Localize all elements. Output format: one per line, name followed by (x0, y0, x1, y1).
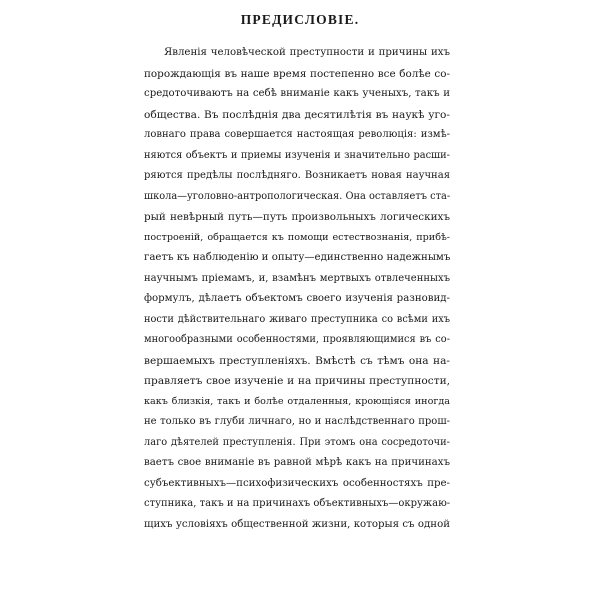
text-line: вершаемыхъ преступленiяхъ. Вмѣстѣ съ тѣмъ она на- (144, 354, 450, 367)
text-line: субъективныхъ—психофизическихъ особенностяхъ пре- (144, 477, 450, 489)
text-line: средоточиваютъ на себѣ вниманiе какъ ученыхъ, такъ и (144, 88, 450, 99)
text-line: формулъ, дѣлаетъ объектомъ своего изученiя разновид- (144, 293, 450, 304)
text-line: щихъ условiяхъ общественной жизни, которыя съ одной (144, 518, 450, 530)
text-line: научнымъ прiемамъ, и, взамѣнъ мертвыхъ отвлеченныхъ (144, 272, 450, 284)
text-line: общества. Въ послѣднiя два десятилѣтiя въ наукѣ уго- (144, 108, 450, 121)
page-heading: ПРЕДИСЛОВIE. (240, 12, 360, 27)
text-line: ряются предѣлы послѣдняго. Возникаетъ новая научная (144, 170, 450, 181)
text-line: ваетъ свое вниманiе въ равной мѣрѣ какъ на причинахъ (144, 457, 450, 468)
text-line: какъ близкiя, такъ и болѣе отдаленныя, кроющiяся иногда (144, 395, 450, 407)
text-line: Явленiя человѣческой преступности и причины ихъ (164, 47, 450, 58)
text-line: правляетъ свое изученiе и на причины преступности, (144, 375, 450, 387)
text-line: многообразными особенностями, проявляющимися въ со- (144, 334, 450, 345)
text-line: няются объектъ и приемы изученiя и значительно расши- (144, 149, 450, 161)
body-text (144, 43, 450, 535)
text-line: ности дѣйствительнаго живаго преступника со всѣми ихъ (144, 313, 450, 325)
text-line: ловнаго права совершается настоящая революцiя: измѣ- (144, 129, 450, 140)
text-line: лаго дѣятелей преступленiя. При этомъ она сосредоточи- (144, 436, 450, 448)
text-line: порождающiя въ наше время постепенно все болѣе со- (144, 67, 450, 80)
text-line: не только въ глуби личнаго, но и наслѣдственнаго прош- (144, 416, 450, 427)
text-line: рый невѣрный путь—путь произвольныхъ логическихъ (144, 211, 450, 223)
text-line: гаетъ къ наблюденiю и опыту—единственно надежнымъ (144, 252, 450, 263)
text-line: школа—уголовно-антропологическая. Она оставляетъ ста- (144, 190, 450, 202)
text-line: ступника, такъ и на причинахъ объективныхъ—окружаю- (144, 498, 450, 509)
text-line: построенiй, обращается къ помощи естествознанiя, прибѣ- (144, 231, 450, 243)
